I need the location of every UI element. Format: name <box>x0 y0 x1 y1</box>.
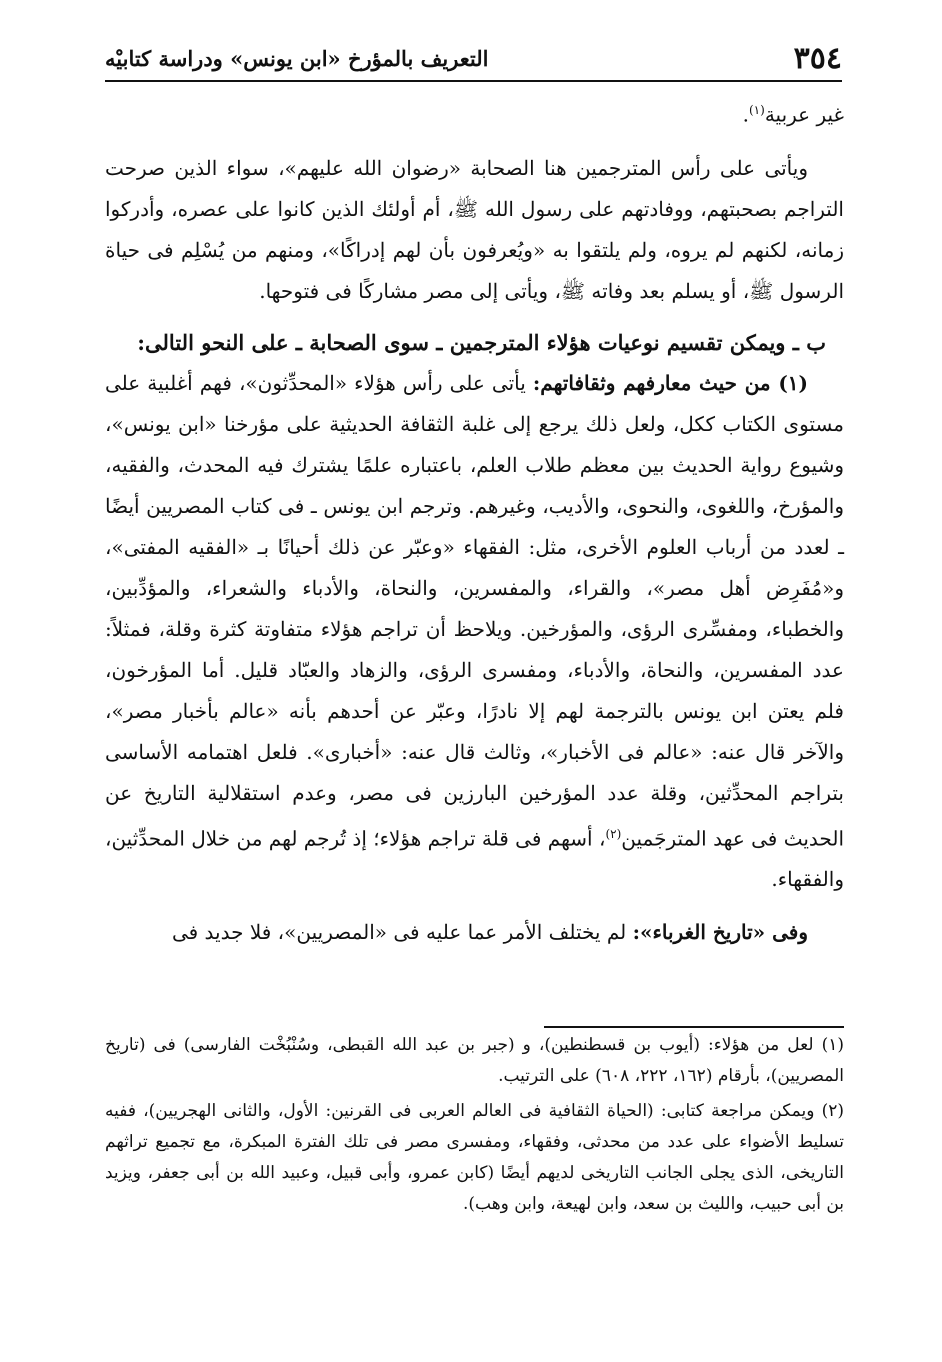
page-number: ٣٥٤ <box>793 40 842 76</box>
paragraph-companions: ويأتى على رأس المترجمين هنا الصحابة «رضوان الله عليهم»، سواء الذين صرحت التراجم بصحبتهم، ووفادتهم على رسول الله ﷺ، أم أولئك الذين كانوا على عصره، وأدركوا زمانه، لكنهم لم يروه، ولم يلتقوا به «ويُعرفون بأن لهم إدراكًا»، ومنهم من يُسْلِم فى حياة الرسول ﷺ، أو يسلم بعد وفاته ﷺ، ويأتى إلى مصر مشاركًا فى فتوحها. <box>105 155 844 303</box>
paragraph-text: غير عربية <box>764 102 844 127</box>
paragraph-text-end: . <box>742 102 749 127</box>
section-heading: ب ـ ويمكن تقسيم نوعيات هؤلاء المترجمين ـ سوى الصحابة ـ على النحو التالى: <box>137 329 826 355</box>
footnote-ref-1: (١) <box>748 103 765 117</box>
body-text <box>105 90 844 953</box>
paragraph-text: يأتى على رأس هؤلاء «المحدِّثون»، فهم أغلبية على مستوى الكتاب ككل، ولعل ذلك يرجع إلى غلبة الثقافة الحديثية على مؤرخنا «ابن يونس»، وشيوع رواية الحديث بين معظم طلاب العلم، باعتباره علمًا يشترك فيه المحدث، والفقيه، والمؤرخ، واللغوى، والنحوى، والأديب، وغيرهم. وترجم ابن يونس ـ فى كتاب المصريين أيضًا ـ لعدد من أرباب العلوم الأخرى، مثل: الفقهاء «وعبّر عن ذلك أحيانًا بـ «الفقيه المفتى»، و«مُفَرِض أهل مصر»، والقراء، والمفسرين، والنحاة، والأدباء والشعراء، والمؤدِّبين، والخطباء، ومفسِّرى الرؤى، والمؤرخين. ويلاحظ أن تراجم هؤلاء متفاوتة كثرة وقلة، فمثلاً: عدد المفسرين، والنحاة، والأدباء، ومفسرى الرؤى، والزهاد والعبّاد قليل. أما المؤرخون، فلم يعتن ابن يونس بالترجمة لهم إلا نادرًا، وعبّر عن أحدهم بأنه «عالم بأخبار مصر»، والآخر قال عنه: «عالم فى الأخبار»، وثالث قال عنه: «أخبارى». فلعل اهتمامه الأساسى بتراجم المحدِّثين، وقلة عدد المؤرخين البارزين فى مصر، وعدم استقلالية التاريخ عن الحديث فى عهد المترجَمين <box>105 370 845 851</box>
page-header <box>105 36 842 82</box>
paragraph-text: لم يختلف الأمر عما عليه فى «المصريين»، فلا جديد فى <box>171 920 633 945</box>
paragraph-strangers <box>105 912 844 953</box>
running-title: التعريف بالمؤرخ «ابن يونس» ودراسة كتابيْه <box>105 45 489 71</box>
footnote-1: (١) لعل من هؤلاء: (أيوب بن قسطنطين)، و (جبر بن عبد الله القبطى، وسُنْبُخْت الفارسى) فى (تاريخ المصريين)، بأرقام (١٦٢، ٢٢٢، ٦٠٨) على الترتيب. <box>105 1035 844 1086</box>
footnote-divider <box>544 1026 844 1028</box>
paragraph-text-end: ، أسهم فى قلة تراجم هؤلاء؛ إذ تُرجم لهم من خلال المحدِّثين، والفقهاء. <box>105 826 844 892</box>
paragraph-knowledge <box>105 363 844 901</box>
footnote-ref-2: (٢) <box>605 826 622 841</box>
footnote-2: (٢) ويمكن مراجعة كتابى: (الحياة الثقافية فى العالم العربى فى القرنين: الأول، والثانى الهجريين)، ففيه تسليط الأضواء على عدد من محدثى، وفقهاء، ومفسرى مصر فى تلك الفترة المبكرة، مع تجميع تراثهم التاريخى، الذى يجلى الجانب التاريخى لديهم أيضًا (كابن عمرو، وأبى قبيل، وعبيد الله بن أبى جعفر، ويزيد بن أبى حبيب، والليث بن سعد، وابن لهيعة، وابن وهب). <box>105 1101 844 1214</box>
paragraph-lead: وفى «تاريخ الغرباء»: <box>632 920 808 945</box>
paragraph-lead: (١) من حيث معارفهم وثقافاتهم: <box>532 370 808 395</box>
paragraph-continuation <box>105 90 844 136</box>
footnotes <box>105 1030 844 1224</box>
